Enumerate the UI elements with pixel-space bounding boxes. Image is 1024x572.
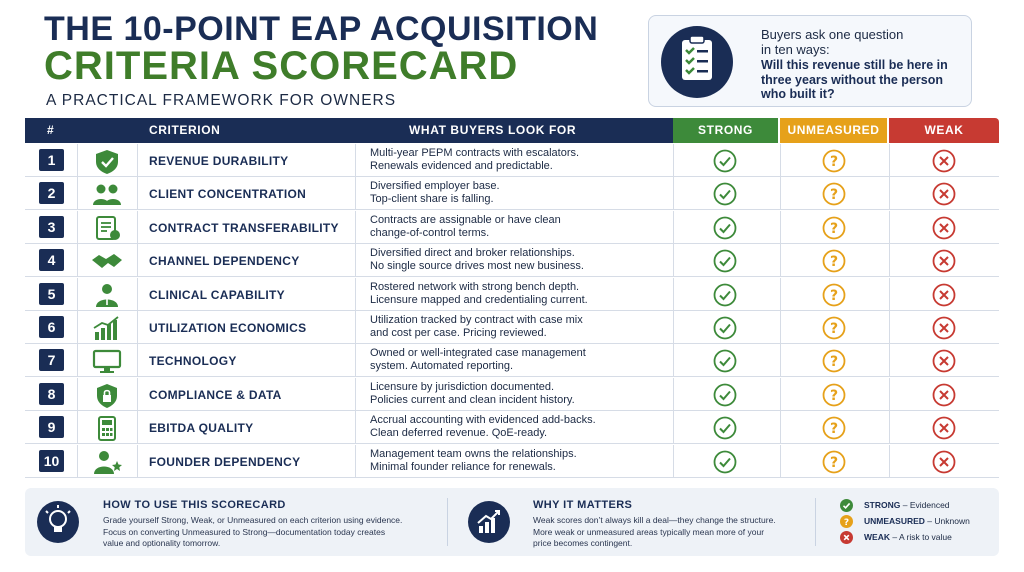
- buyer-criteria-line1: Accrual accounting with evidenced add-backs.: [370, 414, 596, 427]
- unmeasured-question-icon[interactable]: [822, 149, 846, 173]
- column-divider: [673, 177, 674, 210]
- column-divider: [77, 211, 78, 244]
- unmeasured-question-icon[interactable]: [822, 216, 846, 240]
- row-number: 6: [39, 316, 64, 338]
- unmeasured-question-icon[interactable]: [822, 249, 846, 273]
- buyer-criteria-text: [370, 180, 660, 206]
- how-to-use-line1: Grade yourself Strong, Weak, or Unmeasured on each criterion using evidence.: [103, 515, 403, 525]
- column-divider: [355, 445, 356, 478]
- column-divider: [889, 244, 890, 277]
- column-divider: [780, 144, 781, 177]
- buyer-criteria-text: [370, 414, 660, 440]
- svg-text:?: ?: [829, 354, 839, 371]
- header-look-for: WHAT BUYERS LOOK FOR: [409, 123, 577, 137]
- strong-check-icon[interactable]: [713, 216, 737, 240]
- column-divider: [137, 144, 138, 177]
- row-number: 8: [39, 383, 64, 405]
- column-divider: [355, 411, 356, 444]
- page-title-line1: THE 10-POINT EAP ACQUISITION: [44, 10, 599, 48]
- weak-x-icon[interactable]: [932, 149, 956, 173]
- header-num: #: [47, 123, 55, 137]
- weak-x-icon[interactable]: [932, 182, 956, 206]
- column-divider: [673, 144, 674, 177]
- column-divider: [77, 311, 78, 344]
- svg-text:?: ?: [843, 518, 850, 528]
- people-group-icon: [90, 181, 124, 207]
- buyer-criteria-line2: Renewals evidenced and predictable.: [370, 160, 553, 172]
- column-divider: [77, 244, 78, 277]
- footer-divider-2: [815, 498, 816, 546]
- column-divider: [889, 144, 890, 177]
- legend-check-icon: [840, 499, 853, 512]
- header-strong: STRONG: [673, 118, 778, 143]
- svg-text:?: ?: [829, 254, 839, 271]
- buyer-criteria-text: [370, 147, 660, 173]
- row-number: 4: [39, 249, 64, 271]
- unmeasured-question-icon[interactable]: [822, 316, 846, 340]
- criterion-name: COMPLIANCE & DATA: [149, 387, 282, 402]
- callout-line1: Buyers ask one question: [761, 27, 904, 42]
- table-header: [25, 118, 999, 143]
- legend-strong-label: STRONG: [864, 500, 901, 510]
- monitor-icon: [90, 348, 124, 374]
- criterion-name: FOUNDER DEPENDENCY: [149, 454, 301, 469]
- criterion-name: UTILIZATION ECONOMICS: [149, 321, 307, 335]
- how-to-use-line2: Focus on converting Unmeasured to Strong—documentation today creates: [103, 526, 386, 537]
- buyer-criteria-line2: Clean deferred revenue. QoE-ready.: [370, 427, 548, 440]
- column-divider: [355, 278, 356, 311]
- column-divider: [673, 244, 674, 277]
- callout-line2: in ten ways:: [761, 42, 830, 57]
- contract-document-icon: [90, 215, 124, 241]
- criterion-name: CONTRACT TRANSFERABILITY: [149, 220, 339, 235]
- column-divider: [889, 445, 890, 478]
- strong-check-icon[interactable]: [713, 283, 737, 307]
- table-row: [25, 211, 999, 244]
- buyer-criteria-line1: Multi-year PEPM contracts with escalators.: [370, 147, 580, 159]
- column-divider: [673, 211, 674, 244]
- buyer-criteria-line1: Licensure by jurisdiction documented.: [370, 380, 555, 393]
- buyer-question-callout: [648, 15, 972, 107]
- legend-unmeasured-desc: – Unknown: [924, 516, 970, 526]
- column-divider: [137, 344, 138, 377]
- buyer-criteria-text: [370, 347, 660, 373]
- column-divider: [673, 411, 674, 444]
- strong-check-icon[interactable]: [713, 249, 737, 273]
- criterion-name: TECHNOLOGY: [149, 354, 237, 369]
- footer-divider-1: [447, 498, 448, 546]
- buyer-criteria-line1: Rostered network with strong bench depth.: [370, 280, 580, 293]
- column-divider: [889, 278, 890, 311]
- column-divider: [77, 278, 78, 311]
- weak-x-icon[interactable]: [932, 349, 956, 373]
- column-divider: [355, 344, 356, 377]
- svg-text:?: ?: [829, 154, 839, 170]
- row-number: 9: [39, 416, 64, 438]
- column-divider: [137, 244, 138, 277]
- column-divider: [355, 311, 356, 344]
- row-number: 1: [39, 149, 64, 171]
- column-divider: [673, 311, 674, 344]
- handshake-icon: [90, 248, 124, 274]
- buyer-criteria-line1: Diversified direct and broker relationships.: [370, 247, 575, 260]
- column-divider: [137, 211, 138, 244]
- column-divider: [780, 177, 781, 210]
- legend-x-icon: [840, 531, 853, 544]
- buyer-criteria-line1: Contracts are assignable or have clean: [370, 213, 561, 226]
- unmeasured-question-icon[interactable]: [822, 450, 846, 474]
- buyer-criteria-line2: change-of-control terms.: [370, 226, 490, 239]
- table-row: [25, 144, 999, 177]
- table-row: [25, 411, 999, 444]
- column-divider: [137, 378, 138, 411]
- column-divider: [673, 378, 674, 411]
- column-divider: [889, 411, 890, 444]
- column-divider: [355, 378, 356, 411]
- row-number: 10: [39, 450, 64, 472]
- column-divider: [137, 177, 138, 210]
- footer-panel: [25, 488, 999, 556]
- strong-check-icon[interactable]: [713, 416, 737, 440]
- criterion-name: CHANNEL DEPENDENCY: [149, 254, 300, 269]
- buyer-criteria-line1: Management team owns the relationships.: [370, 447, 577, 460]
- weak-x-icon[interactable]: [932, 216, 956, 240]
- column-divider: [77, 177, 78, 210]
- svg-text:?: ?: [829, 454, 839, 471]
- buyer-criteria-line1: Owned or well-integrated case management: [370, 347, 586, 360]
- column-divider: [780, 411, 781, 444]
- page-title-line2: CRITERIA SCORECARD: [44, 44, 519, 88]
- svg-text:?: ?: [829, 387, 839, 404]
- calculator-icon: [90, 415, 124, 441]
- page-subtitle: A PRACTICAL FRAMEWORK FOR OWNERS: [46, 92, 397, 109]
- lightbulb-icon: [37, 501, 79, 543]
- buyer-criteria-line2: Minimal founder reliance for renewals.: [370, 460, 556, 473]
- unmeasured-question-icon[interactable]: [822, 416, 846, 440]
- column-divider: [780, 244, 781, 277]
- column-divider: [77, 144, 78, 177]
- buyer-criteria-line2: Policies current and clean incident history.: [370, 393, 575, 406]
- legend-strong-desc: – Evidenced: [900, 500, 950, 510]
- table-row: [25, 445, 999, 478]
- strong-check-icon[interactable]: [713, 182, 737, 206]
- legend-question-icon: [840, 515, 853, 528]
- buyer-criteria-line2: No single source drives most new business.: [370, 260, 584, 273]
- buyer-criteria-line1: Diversified employer base.: [370, 180, 500, 193]
- weak-x-icon[interactable]: [932, 416, 956, 440]
- strong-check-icon[interactable]: [713, 349, 737, 373]
- column-divider: [780, 311, 781, 344]
- why-it-matters-line1: Weak scores don’t always kill a deal—they change the structure.: [533, 515, 776, 525]
- buyer-criteria-line1: Utilization tracked by contract with case mix: [370, 314, 583, 326]
- why-it-matters-line3: price becomes contingent.: [533, 538, 633, 548]
- criterion-name: REVENUE DURABILITY: [149, 154, 289, 168]
- svg-text:?: ?: [829, 187, 839, 204]
- how-to-use-title: HOW TO USE THIS SCORECARD: [103, 499, 286, 511]
- column-divider: [889, 211, 890, 244]
- criterion-name: CLIENT CONCENTRATION: [149, 187, 307, 202]
- legend-weak-desc: – A risk to value: [889, 532, 952, 542]
- column-divider: [673, 344, 674, 377]
- column-divider: [889, 177, 890, 210]
- legend-unmeasured-label: UNMEASURED: [864, 516, 925, 526]
- clinician-icon: [90, 282, 124, 308]
- table-row: [25, 378, 999, 411]
- column-divider: [673, 445, 674, 478]
- column-divider: [780, 344, 781, 377]
- weak-x-icon[interactable]: [932, 283, 956, 307]
- buyer-criteria-text: [370, 448, 660, 474]
- svg-text:?: ?: [829, 220, 839, 237]
- column-divider: [673, 278, 674, 311]
- column-divider: [137, 311, 138, 344]
- svg-text:?: ?: [829, 321, 839, 337]
- criterion-name: EBITDA QUALITY: [149, 421, 254, 436]
- weak-x-icon[interactable]: [932, 249, 956, 273]
- weak-x-icon[interactable]: [932, 383, 956, 407]
- buyer-criteria-text: [370, 281, 660, 307]
- buyer-criteria-line2: Top-client share is falling.: [370, 193, 494, 206]
- column-divider: [780, 378, 781, 411]
- column-divider: [889, 378, 890, 411]
- svg-text:?: ?: [829, 421, 839, 438]
- row-number: 3: [39, 216, 64, 238]
- unmeasured-question-icon[interactable]: [822, 349, 846, 373]
- row-number: 5: [39, 283, 64, 305]
- row-number: 7: [39, 349, 64, 371]
- column-divider: [889, 311, 890, 344]
- strong-check-icon[interactable]: [713, 450, 737, 474]
- table-row: [25, 311, 999, 344]
- row-number: 2: [39, 182, 64, 204]
- column-divider: [780, 211, 781, 244]
- table-row: [25, 244, 999, 277]
- column-divider: [355, 244, 356, 277]
- buyer-criteria-text: [370, 247, 660, 273]
- column-divider: [889, 344, 890, 377]
- weak-x-icon[interactable]: [932, 450, 956, 474]
- header-unmeasured: UNMEASURED: [780, 118, 887, 143]
- buyer-criteria-line2: and cost per case. Pricing reviewed.: [370, 327, 547, 339]
- weak-x-icon[interactable]: [932, 316, 956, 340]
- strong-check-icon[interactable]: [713, 383, 737, 407]
- column-divider: [77, 411, 78, 444]
- shield-check-icon: [90, 148, 124, 174]
- buyer-criteria-text: [370, 314, 660, 340]
- column-divider: [77, 344, 78, 377]
- buyer-criteria-line2: Licensure mapped and credentialing current.: [370, 293, 588, 306]
- why-it-matters-title: WHY IT MATTERS: [533, 499, 633, 511]
- shield-lock-icon: [90, 382, 124, 408]
- person-star-icon: [90, 449, 124, 475]
- header-weak: WEAK: [889, 118, 999, 143]
- svg-text:?: ?: [829, 287, 839, 304]
- column-divider: [77, 445, 78, 478]
- table-row: [25, 177, 999, 210]
- buyer-criteria-text: [370, 381, 660, 407]
- column-divider: [355, 144, 356, 177]
- unmeasured-question-icon[interactable]: [822, 283, 846, 307]
- column-divider: [137, 411, 138, 444]
- clipboard-checklist-icon: [661, 26, 733, 98]
- unmeasured-question-icon[interactable]: [822, 182, 846, 206]
- why-it-matters-line2: More weak or unmeasured areas typically mean more of your: [533, 526, 765, 537]
- column-divider: [77, 378, 78, 411]
- column-divider: [780, 445, 781, 478]
- table-row: [25, 278, 999, 311]
- strong-check-icon[interactable]: [713, 149, 737, 173]
- column-divider: [355, 211, 356, 244]
- table-row: [25, 344, 999, 377]
- bar-chart-growth-icon: [90, 315, 124, 341]
- buyer-criteria-text: [370, 214, 660, 240]
- strong-check-icon[interactable]: [713, 316, 737, 340]
- growth-chart-icon: [468, 501, 510, 543]
- unmeasured-question-icon[interactable]: [822, 383, 846, 407]
- buyer-criteria-line2: system. Automated reporting.: [370, 360, 514, 373]
- column-divider: [355, 177, 356, 210]
- callout-question: Will this revenue still be here in three years without the person who built it?: [761, 58, 948, 101]
- how-to-use-line3: value and optionality tomorrow.: [103, 538, 221, 548]
- column-divider: [137, 278, 138, 311]
- header-criterion: CRITERION: [149, 123, 221, 137]
- legend-weak-label: WEAK: [864, 532, 890, 542]
- column-divider: [780, 278, 781, 311]
- column-divider: [137, 445, 138, 478]
- criterion-name: CLINICAL CAPABILITY: [149, 287, 285, 302]
